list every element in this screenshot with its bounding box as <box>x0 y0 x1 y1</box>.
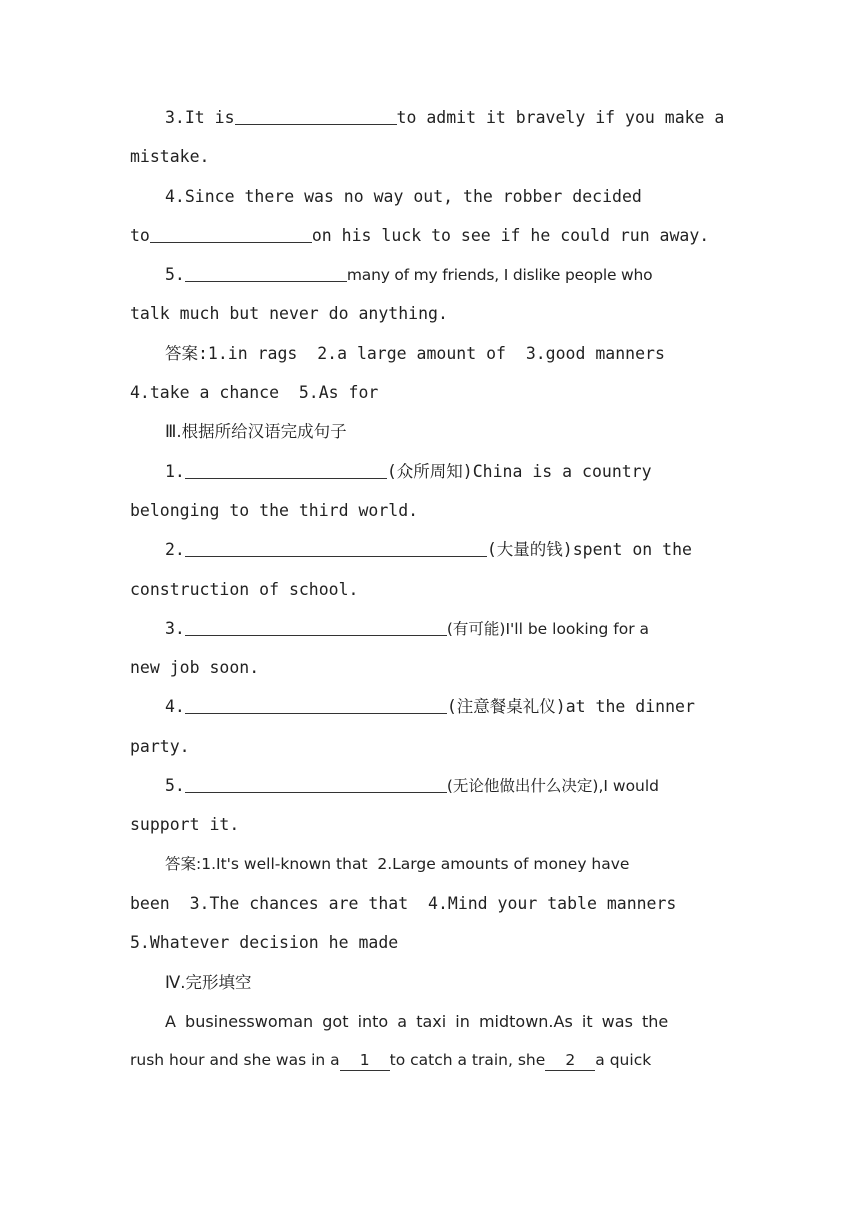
translate-q5 <box>130 766 730 805</box>
fill-q5 <box>130 255 730 294</box>
s2-prefix: 2. <box>165 540 185 560</box>
fill-q3 <box>130 98 730 137</box>
translate-q1 <box>130 452 730 491</box>
answer-blank <box>150 224 312 243</box>
q5-suffix: many of my friends, I dislike people who <box>346 266 653 285</box>
answer-key-section3-line3: 5.Whatever decision he made <box>130 933 399 953</box>
document-page <box>130 98 730 1080</box>
s5-prefix: 5. <box>165 776 185 796</box>
section-4-title: Ⅳ.完形填空 <box>165 972 252 992</box>
section-3-title: Ⅲ.根据所给汉语完成句子 <box>165 422 347 442</box>
passage-line2 <box>130 1041 730 1080</box>
s1-suffix: (众所周知)China is a country <box>386 461 652 481</box>
answer-blank <box>185 538 487 557</box>
answer-blank <box>185 263 347 282</box>
answer-blank <box>235 106 397 125</box>
s1-continuation: belonging to the third world. <box>130 500 419 520</box>
answer-blank <box>185 774 447 793</box>
cloze-blank-1: 1 <box>340 1050 390 1071</box>
fill-q4-line1: 4.Since there was no way out, the robber decided <box>165 186 642 206</box>
s2-continuation: construction of school. <box>130 579 359 599</box>
s3-suffix: (有可能)I'll be looking for a <box>446 619 650 638</box>
s4-continuation: party. <box>130 736 190 756</box>
passage-line1: A businesswoman got into a taxi in midtown.As it was the <box>165 1011 669 1031</box>
s1-prefix: 1. <box>165 461 185 481</box>
q3-continuation: mistake. <box>130 147 210 167</box>
answer-blank <box>185 460 387 479</box>
q4-suffix: on his luck to see if he could run away. <box>311 225 710 245</box>
passage-text-b: to catch a train, she <box>389 1051 546 1070</box>
s5-continuation: support it. <box>130 815 240 835</box>
s2-suffix: (大量的钱)spent on the <box>486 540 692 560</box>
q3-prefix: 3.It is <box>165 108 235 127</box>
q4-prefix: to <box>130 225 150 245</box>
answer-key-section2-line1: 答案:1.in rags 2.a large amount of 3.good manners <box>165 343 665 363</box>
translate-q4 <box>130 687 730 726</box>
s3-continuation: new job soon. <box>130 658 260 678</box>
passage-text-a: rush hour and she was in a <box>130 1051 340 1070</box>
q5-continuation: talk much but never do anything. <box>130 304 448 324</box>
answer-blank <box>185 695 447 714</box>
translate-q2 <box>130 530 730 569</box>
answer-key-section3-line1: 答案:1.It's well-known that 2.Large amounts of money have <box>165 854 630 873</box>
q5-prefix: 5. <box>165 265 185 285</box>
q3-suffix: to admit it bravely if you make a <box>396 108 725 127</box>
s3-prefix: 3. <box>165 618 185 638</box>
passage-text-c: a quick <box>595 1051 652 1070</box>
translate-q3 <box>130 609 730 648</box>
answer-key-section3-line2: been 3.The chances are that 4.Mind your table manners <box>130 893 677 913</box>
cloze-blank-2: 2 <box>545 1050 595 1071</box>
s4-prefix: 4. <box>165 697 185 717</box>
answer-blank <box>185 617 447 636</box>
s5-suffix: (无论他做出什么决定),I would <box>446 777 660 796</box>
answer-key-section2-line2: 4.take a chance 5.As for <box>130 383 379 403</box>
fill-q4-line2 <box>130 216 730 255</box>
s4-suffix: (注意餐桌礼仪)at the dinner <box>446 697 695 717</box>
